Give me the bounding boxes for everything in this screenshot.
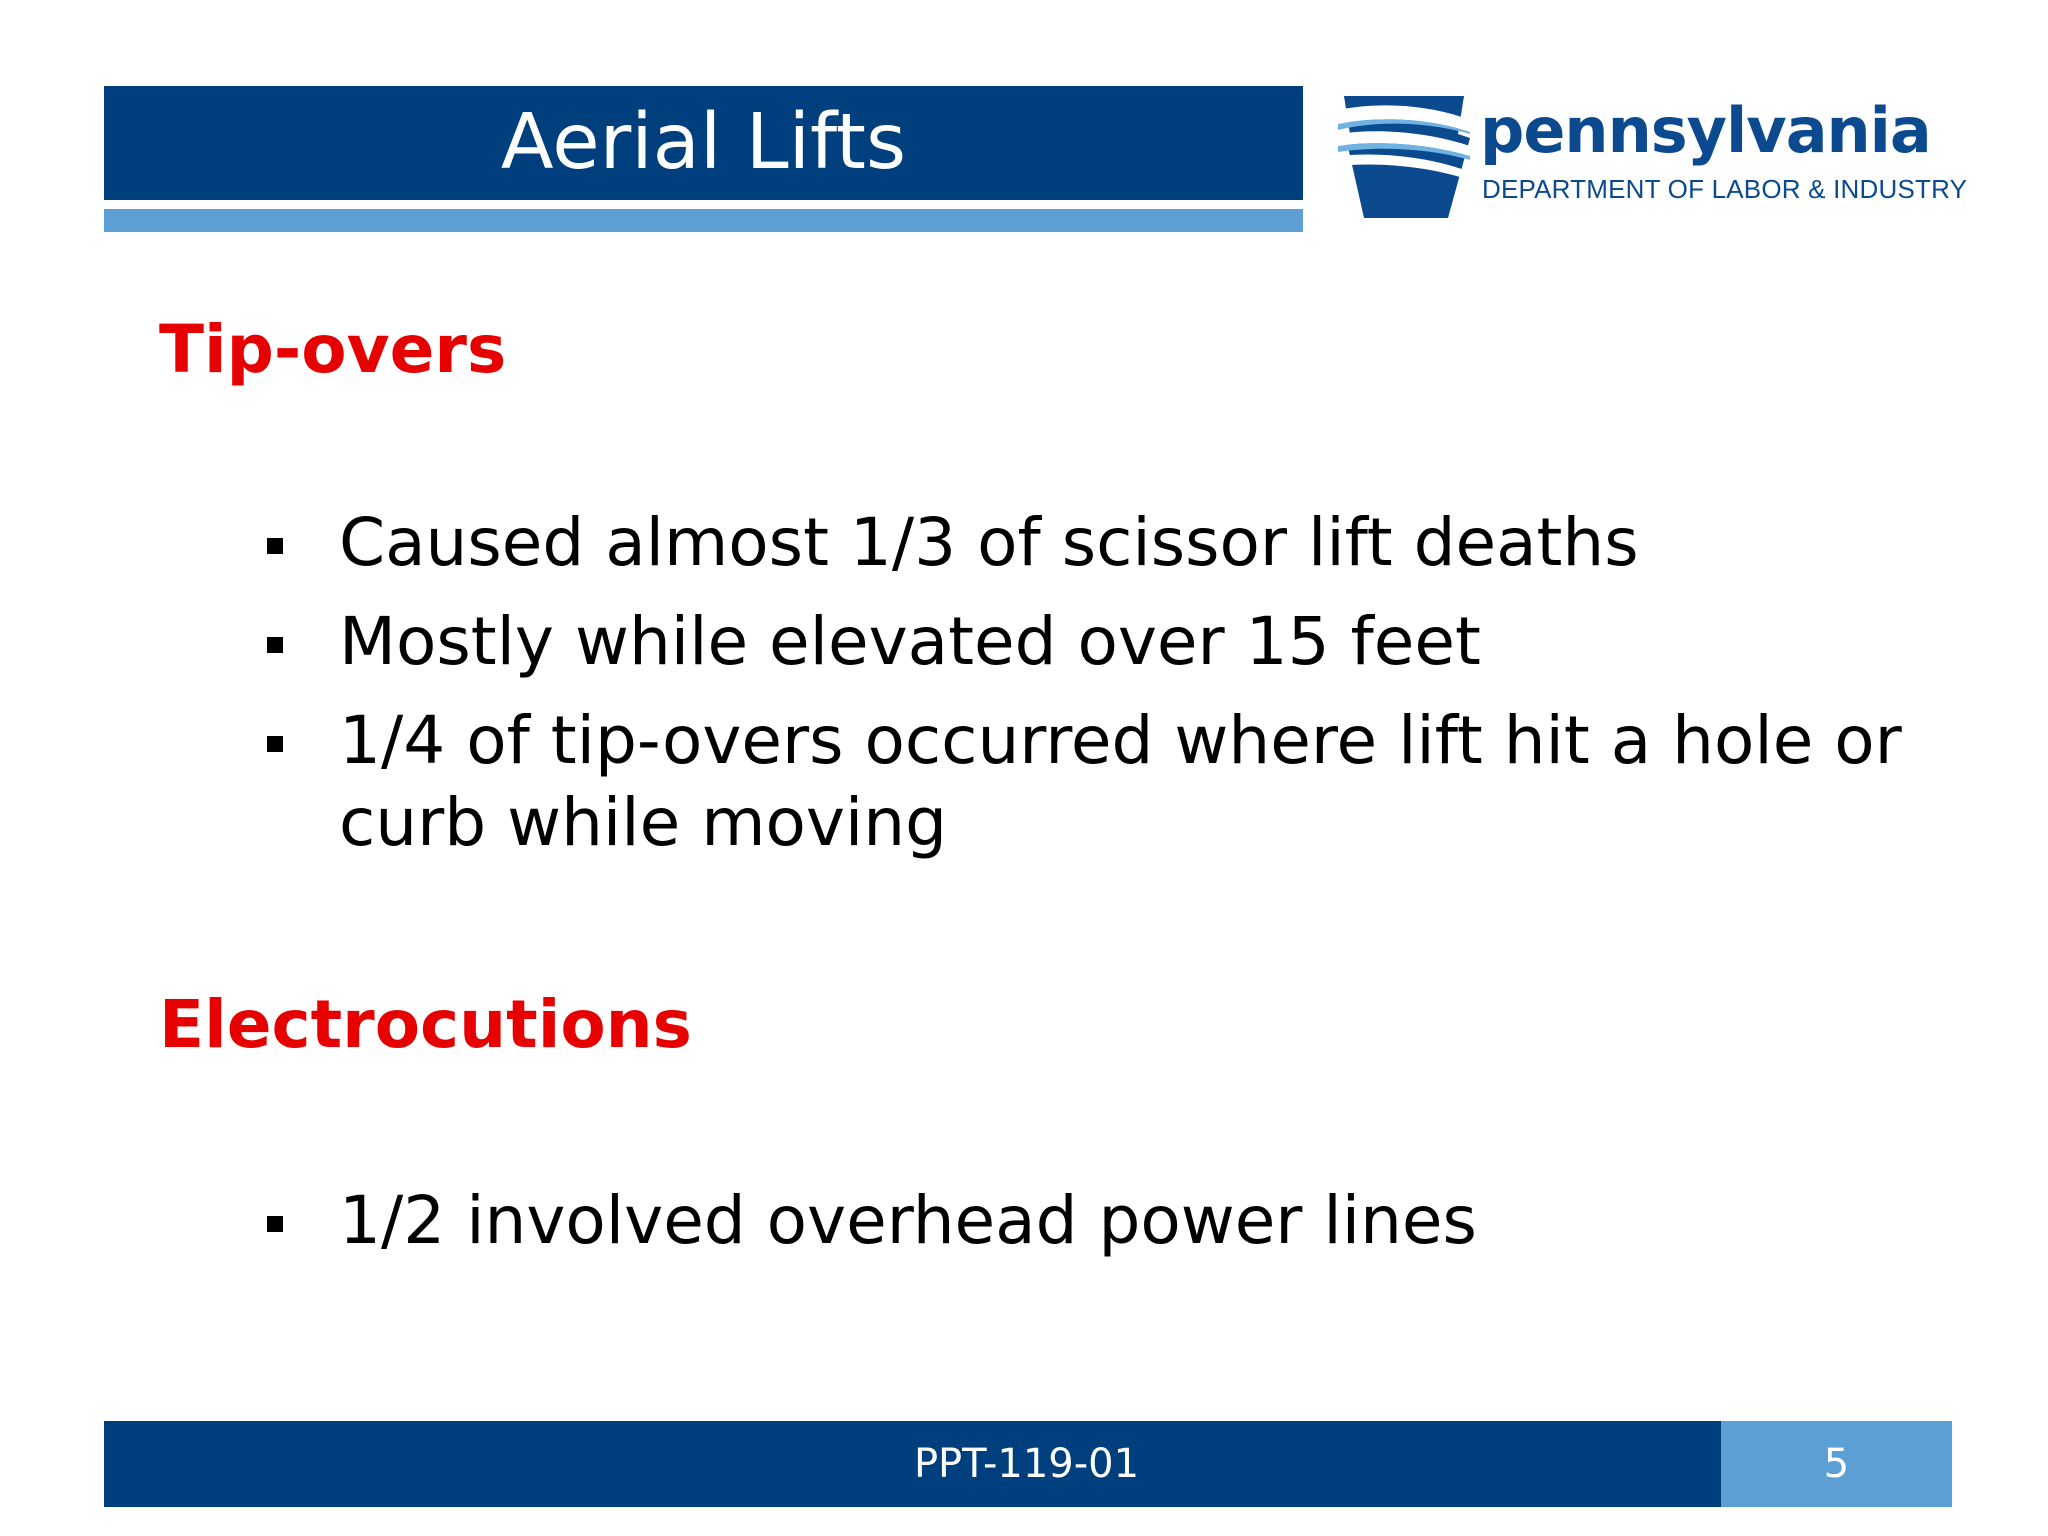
bullet-item — [265, 700, 1944, 864]
slide-title: Aerial Lifts — [500, 98, 907, 187]
square-bullet-icon — [267, 1216, 283, 1232]
electrocutions-bullet-list — [265, 1180, 1905, 1262]
logo-name: pennsylvania — [1480, 94, 1931, 167]
logo-department: DEPARTMENT OF LABOR & INDUSTRY — [1482, 174, 1968, 204]
bullet-text: Caused almost 1/3 of scissor lift deaths — [339, 504, 1639, 581]
square-bullet-icon — [267, 637, 283, 653]
square-bullet-icon — [267, 538, 283, 554]
section-heading-electrocutions: Electrocutions — [159, 986, 692, 1063]
square-bullet-icon — [267, 736, 283, 752]
title-accent-stripe — [104, 209, 1303, 232]
page-number: 5 — [1823, 1441, 1850, 1487]
bullet-text: Mostly while elevated over 15 feet — [339, 603, 1481, 680]
bullet-item — [265, 502, 1905, 584]
footer-code: PPT-119-01 — [913, 1441, 1140, 1487]
bullet-text: 1/4 of tip-overs occurred where lift hit a hole or curb while moving — [339, 702, 1944, 861]
bullet-item — [265, 601, 1905, 683]
keystone-icon — [1338, 94, 1470, 222]
tip-overs-bullet-list — [265, 502, 1944, 881]
pa-labor-industry-logo — [1338, 94, 1978, 224]
bullet-item — [265, 1180, 1905, 1262]
bullet-text: 1/2 involved overhead power lines — [339, 1182, 1477, 1259]
section-heading-tip-overs: Tip-overs — [159, 311, 507, 388]
